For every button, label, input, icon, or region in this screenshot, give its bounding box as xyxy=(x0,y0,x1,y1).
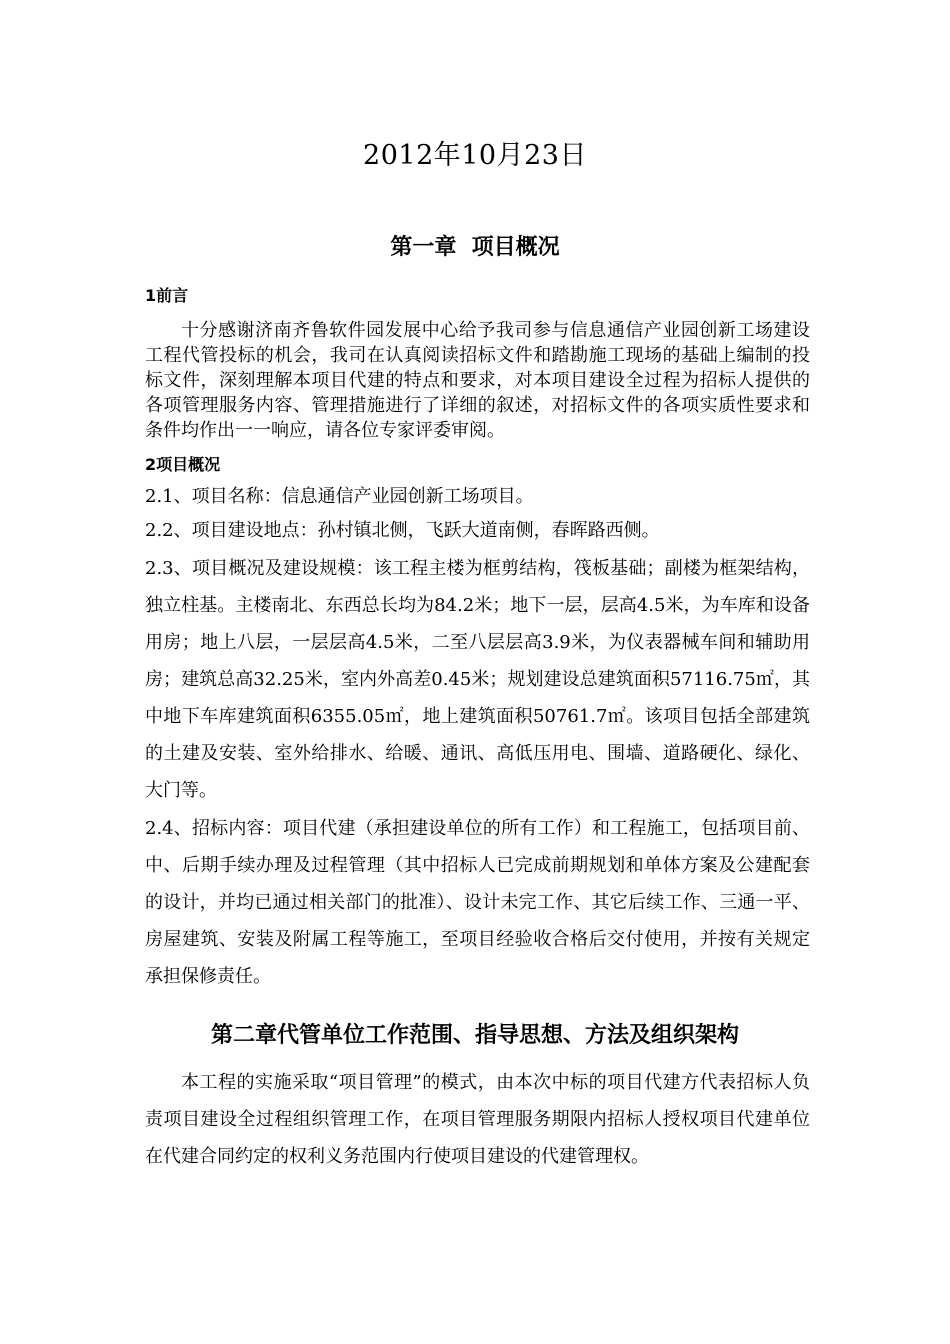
document-date: 2012年10月23日 xyxy=(363,140,587,171)
section-2-item-1: 2.1、项目名称：信息通信产业园创新工场项目。 xyxy=(145,486,534,507)
section-1-heading: 1前言 xyxy=(145,286,189,305)
chapter-2-paragraph: 本工程的实施采取“项目管理”的模式，由本次中标的项目代建方代表招标人负责项目建设全过程组织管理工作，在项目管理服务期限内招标人授权项目代建单位在代建合同约定的权利义务范围内行使项目建设的代建管理权。 xyxy=(145,1072,810,1167)
section-2-item-2: 2.2、项目建设地点：孙村镇北侧，飞跃大道南侧，春晖路西侧。 xyxy=(145,520,660,541)
chapter-2-title: 第二章代管单位工作范围、指导思想、方法及组织架构 xyxy=(210,1023,739,1048)
section-1-paragraph: 十分感谢济南齐鲁软件园发展中心给予我司参与信息通信产业园创新工场建设工程代管投标的机会，我司在认真阅读招标文件和踏勘施工现场的基础上编制的投标文件，深刻理解本项目代建的特点和要求，对本项目建设全过程为招标人提供的各项管理服务内容、管理措施进行了详细的叙述，对招标文件的各项实质性要求和条件均作出一一响应，请各位专家评委审阅。 xyxy=(145,320,810,441)
section-2-item-4: 2.4、招标内容：项目代建（承担建设单位的所有工作）和工程施工，包括项目前、中、后期手续办理及过程管理（其中招标人已完成前期规划和单体方案及公建配套的设计，并均已通过相关部门的批准）、设计未完工作、其它后续工作、三通一平、房屋建筑、安装及附属工程等施工，至项目经验收合格后交付使用，并按有关规定承担保修责任。 xyxy=(145,818,810,987)
chapter-1-title: 第一章 项目概况 xyxy=(390,235,560,260)
section-2-heading: 2项目概况 xyxy=(145,455,221,474)
section-2-item-3: 2.3、项目概况及建设规模：该工程主楼为框剪结构，筏板基础；副楼为框架结构，独立柱基。主楼南北、东西总长均为84.2米；地下一层，层高4.5米，为车库和设备用房；地上八层，一层层高4.5米，二至八层层高3.9米，为仪表器械车间和辅助用房；建筑总高32.25米，室内外高差0.45米；规划建设总建筑面积57116.75㎡，其中地下车库建筑面积6355.05㎡，地上建筑面积50761.7㎡。该项目包括全部建筑的土建及安装、室外给排水、给暖、通讯、高低压用电、围墙、道路硬化、绿化、大门等。 xyxy=(145,558,810,801)
